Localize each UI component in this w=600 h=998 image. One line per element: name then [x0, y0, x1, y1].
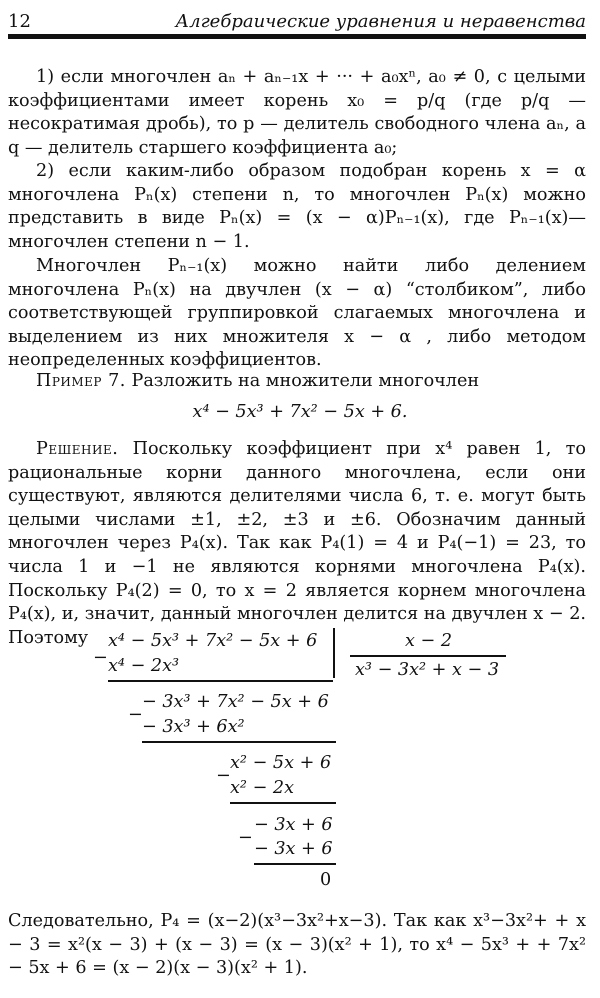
division-dividend: x⁴ − 5x³ + 7x² − 5x + 6	[108, 631, 318, 651]
minus-sign-1: −	[93, 648, 108, 668]
division-line-3	[230, 802, 336, 804]
division-step-5: x² − 2x	[230, 778, 295, 798]
running-title: Алгебраические уравнения и неравенства	[175, 11, 586, 32]
example-label: Пример 7.	[36, 371, 126, 391]
division-line-4	[254, 863, 336, 865]
header-rule	[8, 34, 586, 39]
division-bar	[333, 628, 335, 678]
division-step-1: x⁴ − 2x³	[108, 656, 180, 676]
division-line-1	[108, 680, 333, 682]
paragraph-1: 1) если многочлен aₙ + aₙ₋₁x + ··· + a₀xⁿ, a₀ ≠ 0, с целыми коэффициентами имеет корень x₀ = p/q (где p/q — несократимая дробь), то p — делитель свободного члена aₙ, а q — делитель старшего коэффициента a₀;	[8, 67, 586, 158]
page-header	[8, 6, 586, 32]
division-step-3: − 3x³ + 6x²	[142, 717, 245, 737]
example-formula: x⁴ − 5x³ + 7x² − 5x + 6.	[192, 402, 408, 422]
minus-sign-2: −	[128, 705, 143, 725]
solution-text: Поскольку коэффициент при x⁴ равен 1, то рациональные корни данного многочлена, если они существуют, являются делителями числа 6, т. е. могут быть целыми числами ±1, ±2, ±3 и ±6. Обозначим данный многочлен через P₄(x). Так как P₄(1) = 4 и P₄(−1) = 23, то числа 1 и −1 не являются корнями многочлена P₄(x). Поскольку P₄(2) = 0, то x = 2 является корнем многочлена P₄(x), и, значит, данный многочлен делится на двучлен x − 2. Поэтому	[8, 439, 586, 648]
division-step-2: − 3x³ + 7x² − 5x + 6	[142, 692, 329, 712]
division-divisor: x − 2	[405, 631, 453, 651]
page-number: 12	[8, 11, 31, 32]
solution	[8, 438, 586, 650]
solution-label: Решение.	[36, 439, 119, 459]
division-step-6: − 3x + 6	[254, 815, 333, 835]
division-quotient: x³ − 3x² + x − 3	[355, 660, 500, 680]
example-7	[8, 370, 586, 394]
conclusion: Следовательно, P₄ = (x−2)(x³−3x²+x−3). Так как x³−3x²+ + x − 3 = x²(x − 3) + (x − 3) = (x − 3)(x² + 1), то x⁴ − 5x³ + + 7x² − 5x + 6 = (x − 2)(x − 3)(x² + 1).	[8, 911, 586, 979]
division-line-2	[142, 741, 336, 743]
minus-sign-3: −	[216, 766, 231, 786]
division-step-4: x² − 5x + 6	[230, 753, 332, 773]
minus-sign-4: −	[238, 828, 253, 848]
paragraph-3: Многочлен Pₙ₋₁(x) можно найти либо делением многочлена Pₙ(x) на двучлен (x − α) “столбиком”, либо соответствующей группировкой слагаемых многочлена и выделением из них множителя x − α , либо методом неопределенных коэффициентов.	[8, 256, 586, 371]
division-remainder: 0	[320, 870, 332, 890]
example-text: Разложить на множители многочлен	[131, 371, 480, 391]
division-step-7: − 3x + 6	[254, 839, 333, 859]
divisor-line	[350, 655, 506, 657]
paragraph-2: 2) если каким-либо образом подобран корень x = α многочлена Pₙ(x) степени n, то многочлен Pₙ(x) можно представить в виде Pₙ(x) = (x − α)Pₙ₋₁(x), где Pₙ₋₁(x)— многочлен степени n − 1.	[8, 161, 586, 252]
